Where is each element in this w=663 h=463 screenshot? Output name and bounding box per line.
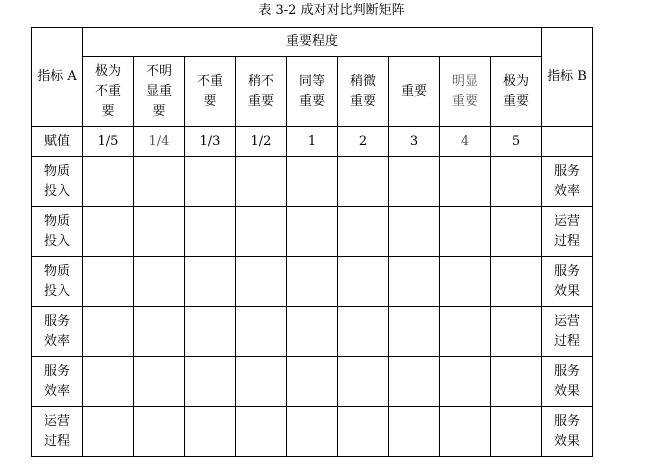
table-row bbox=[32, 407, 593, 457]
judgment-cell[interactable] bbox=[491, 207, 542, 257]
indicator-b-cell: 服务 效果 bbox=[542, 257, 593, 307]
indicator-b-cell: 运营 过程 bbox=[542, 307, 593, 357]
judgment-cell[interactable] bbox=[491, 357, 542, 407]
importance-level: 不明 显重 要 bbox=[134, 57, 185, 127]
indicator-b-cell: 服务 效果 bbox=[542, 407, 593, 457]
judgment-cell[interactable] bbox=[287, 257, 338, 307]
indicator-b-cell: 运营 过程 bbox=[542, 207, 593, 257]
indicator-a-cell: 物质 投入 bbox=[32, 157, 83, 207]
judgment-cell[interactable] bbox=[389, 407, 440, 457]
value-cell: 1 bbox=[287, 127, 338, 157]
judgment-cell[interactable] bbox=[236, 207, 287, 257]
judgment-cell[interactable] bbox=[338, 307, 389, 357]
indicator-a-cell: 物质 投入 bbox=[32, 257, 83, 307]
value-cell: 1/2 bbox=[236, 127, 287, 157]
table-row bbox=[32, 307, 593, 357]
judgment-cell[interactable] bbox=[338, 257, 389, 307]
header-row-levels bbox=[32, 57, 593, 127]
value-cell: 1/5 bbox=[83, 127, 134, 157]
importance-level: 明显 重要 bbox=[440, 57, 491, 127]
indicator-b-header: 指标 B bbox=[542, 28, 593, 127]
judgment-cell[interactable] bbox=[83, 207, 134, 257]
table-row bbox=[32, 357, 593, 407]
importance-group-header: 重要程度 bbox=[83, 28, 542, 57]
judgment-cell[interactable] bbox=[134, 257, 185, 307]
judgment-cell[interactable] bbox=[185, 257, 236, 307]
indicator-a-cell: 物质 投入 bbox=[32, 207, 83, 257]
value-cell: 3 bbox=[389, 127, 440, 157]
judgment-cell[interactable] bbox=[134, 407, 185, 457]
importance-level: 不重 要 bbox=[185, 57, 236, 127]
judgment-cell[interactable] bbox=[134, 307, 185, 357]
judgment-cell[interactable] bbox=[389, 357, 440, 407]
judgment-cell[interactable] bbox=[389, 257, 440, 307]
judgment-cell[interactable] bbox=[491, 407, 542, 457]
judgment-cell[interactable] bbox=[185, 407, 236, 457]
importance-level: 极为 不重 要 bbox=[83, 57, 134, 127]
judgment-cell[interactable] bbox=[338, 157, 389, 207]
indicator-a-cell: 运营 过程 bbox=[32, 407, 83, 457]
judgment-cell[interactable] bbox=[338, 357, 389, 407]
table-caption: 表 3-2 成对对比判断矩阵 bbox=[258, 3, 405, 18]
judgment-matrix-table bbox=[31, 27, 593, 457]
value-row-label: 赋值 bbox=[32, 127, 83, 157]
table-row bbox=[32, 257, 593, 307]
judgment-cell[interactable] bbox=[287, 307, 338, 357]
judgment-cell[interactable] bbox=[440, 157, 491, 207]
importance-level: 稍不 重要 bbox=[236, 57, 287, 127]
indicator-b-cell: 服务 效果 bbox=[542, 357, 593, 407]
table-row bbox=[32, 207, 593, 257]
value-cell: 1/4 bbox=[134, 127, 185, 157]
indicator-a-cell: 服务 效率 bbox=[32, 357, 83, 407]
judgment-cell[interactable] bbox=[236, 307, 287, 357]
value-cell: 1/3 bbox=[185, 127, 236, 157]
judgment-cell[interactable] bbox=[440, 207, 491, 257]
judgment-cell[interactable] bbox=[236, 157, 287, 207]
judgment-cell[interactable] bbox=[236, 257, 287, 307]
judgment-cell[interactable] bbox=[389, 307, 440, 357]
judgment-cell[interactable] bbox=[338, 407, 389, 457]
importance-level: 重要 bbox=[389, 57, 440, 127]
judgment-cell[interactable] bbox=[83, 357, 134, 407]
judgment-cell[interactable] bbox=[134, 157, 185, 207]
indicator-a-cell: 服务 效率 bbox=[32, 307, 83, 357]
judgment-cell[interactable] bbox=[440, 357, 491, 407]
judgment-cell[interactable] bbox=[389, 157, 440, 207]
judgment-cell[interactable] bbox=[185, 307, 236, 357]
value-row-empty bbox=[542, 127, 593, 157]
judgment-cell[interactable] bbox=[338, 207, 389, 257]
judgment-cell[interactable] bbox=[236, 357, 287, 407]
judgment-cell[interactable] bbox=[134, 207, 185, 257]
judgment-cell[interactable] bbox=[83, 157, 134, 207]
judgment-cell[interactable] bbox=[185, 207, 236, 257]
judgment-cell[interactable] bbox=[491, 307, 542, 357]
judgment-cell[interactable] bbox=[287, 207, 338, 257]
judgment-cell[interactable] bbox=[134, 357, 185, 407]
importance-level: 稍微 重要 bbox=[338, 57, 389, 127]
judgment-cell[interactable] bbox=[83, 407, 134, 457]
judgment-cell[interactable] bbox=[389, 207, 440, 257]
judgment-cell[interactable] bbox=[440, 257, 491, 307]
value-cell: 2 bbox=[338, 127, 389, 157]
judgment-cell[interactable] bbox=[287, 407, 338, 457]
judgment-cell[interactable] bbox=[440, 407, 491, 457]
judgment-cell[interactable] bbox=[287, 357, 338, 407]
judgment-cell[interactable] bbox=[236, 407, 287, 457]
indicator-a-header: 指标 A bbox=[32, 28, 83, 127]
indicator-b-cell: 服务 效率 bbox=[542, 157, 593, 207]
value-cell: 5 bbox=[491, 127, 542, 157]
judgment-cell[interactable] bbox=[287, 157, 338, 207]
judgment-cell[interactable] bbox=[83, 307, 134, 357]
judgment-cell[interactable] bbox=[440, 307, 491, 357]
value-row bbox=[32, 127, 593, 157]
importance-level: 同等 重要 bbox=[287, 57, 338, 127]
importance-level: 极为 重要 bbox=[491, 57, 542, 127]
judgment-cell[interactable] bbox=[491, 257, 542, 307]
table-row bbox=[32, 157, 593, 207]
value-cell: 4 bbox=[440, 127, 491, 157]
judgment-cell[interactable] bbox=[185, 357, 236, 407]
judgment-cell[interactable] bbox=[185, 157, 236, 207]
judgment-cell[interactable] bbox=[491, 157, 542, 207]
judgment-cell[interactable] bbox=[83, 257, 134, 307]
header-row-group bbox=[32, 28, 593, 57]
